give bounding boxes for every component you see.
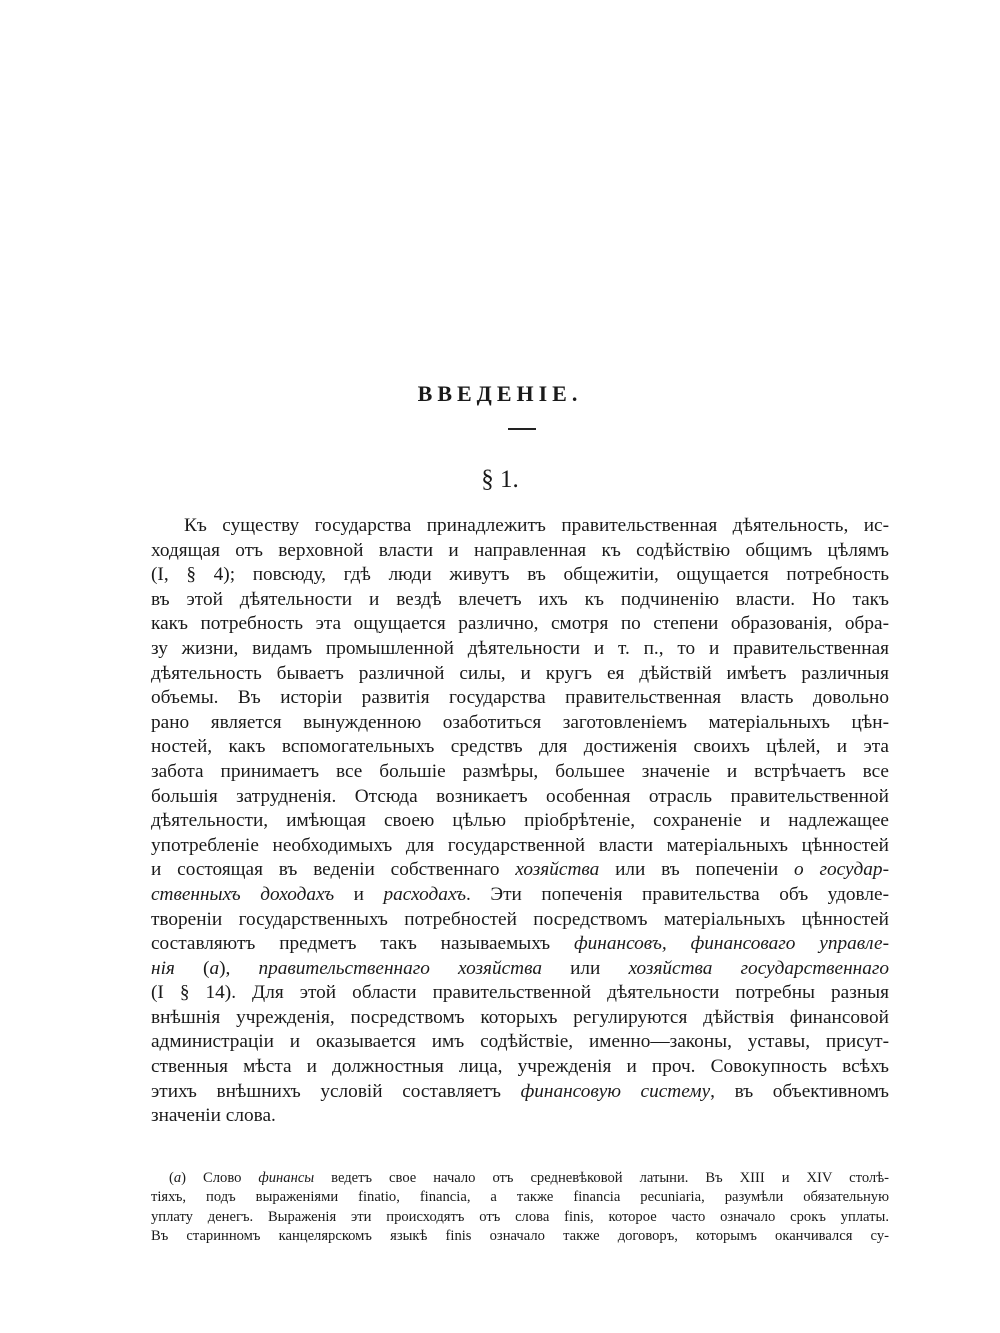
heading-rule (508, 428, 536, 430)
italic-term: о государ- (793, 859, 889, 881)
chapter-heading: ВВЕДЕНІЕ. (417, 381, 583, 406)
text-line: дѣятельности, имѣющая своею цѣлью пріобрѣтеніе, сохраненіе и надлежащее (151, 810, 889, 832)
text-line: нія (а), правительственнаго хозяйства или хозяйства государственнаго (151, 957, 889, 979)
text-line: ственныя мѣста и должностныя лица, учрежденія и проч. Совокупность всѣхъ (151, 1056, 889, 1078)
section-number: § 1. (481, 466, 519, 493)
italic-term: финансовую систему (520, 1080, 711, 1102)
text-line: въ этой дѣятельности и вездѣ влечетъ ихъ къ подчиненію власти. Но такъ (151, 588, 889, 610)
italic-term: а (173, 1170, 182, 1186)
text-line: рано является вынужденною озаботиться заготовленіемъ матеріальныхъ цѣн- (151, 711, 889, 733)
text-line: этихъ внѣшнихъ условій составляетъ финансовую систему, въ объективномъ (151, 1080, 889, 1102)
text-line: твореніи государственныхъ потребностей посредствомъ матеріальныхъ цѣнностей (151, 908, 889, 930)
italic-term: расходахъ (383, 883, 467, 905)
text-line: внѣшнія учрежденія, посредствомъ которыхъ регулируются дѣйствія финансовой (151, 1006, 889, 1028)
italic-term: правительственнаго хозяйства (258, 957, 542, 979)
text-line: значеніи слова. (151, 1105, 276, 1127)
footnote (151, 1169, 889, 1246)
text-line: употребленіе необходимыхъ для государственной власти матеріальныхъ цѣнностей (151, 834, 889, 856)
text-line: составляютъ предметъ такъ называемыхъ финансовъ, финансоваго управле- (151, 933, 889, 955)
italic-term: ственныхъ доходахъ (151, 883, 335, 905)
text-line: Къ существу государства принадлежитъ правительственная дѣятельность, ис- (184, 515, 889, 536)
italic-term: финансы (258, 1170, 315, 1186)
italic-term: хозяйства (515, 859, 600, 881)
text-line: и состоящая въ веденіи собственнаго хозяйства или въ попеченіи о государ- (151, 859, 889, 881)
text-line: большія затрудненія. Отсюда возникаетъ особенная отрасль правительственной (151, 785, 889, 807)
italic-term: нія (151, 957, 175, 979)
italic-term: а (209, 957, 220, 979)
text-line: (I § 14). Для этой области правительственной дѣятельности потребны разныя (151, 982, 889, 1004)
text-line: администраціи и оказывается имъ содѣйствіе, именно—законы, уставы, присут- (151, 1031, 889, 1053)
text-line: (I, § 4); повсюду, гдѣ люди живутъ въ общежитіи, ощущается потребность (151, 564, 889, 586)
footnote-line: тіяхъ, подъ выраженіями finatio, financia, а также financia pecuniaria, разумѣли обязательную (151, 1189, 889, 1206)
text-line: какъ потребность эта ощущается различно, смотря по степени образованія, обра- (151, 613, 889, 635)
text-line: забота принимаетъ все большіе размѣры, большее значеніе и встрѣчаетъ все (151, 760, 889, 782)
text-line: зу жизни, видамъ промышленной дѣятельности и т. п., то и правительственная (151, 637, 889, 659)
text-line: ственныхъ доходахъ и расходахъ. Эти попеченія правительства объ удовле- (151, 883, 889, 905)
footnote-line: (а) Слово финансы ведетъ свое начало отъ средневѣковой латыни. Въ XIII и XIV столѣ- (169, 1170, 889, 1186)
footnote-line: Въ старинномъ канцелярскомъ языкѣ finis означало также договоръ, которымъ оканчивался су- (151, 1227, 889, 1244)
text-line: ходящая отъ верховной власти и направленная къ содѣйствію общимъ цѣлямъ (151, 539, 889, 561)
main-paragraph (151, 514, 889, 1129)
footnote-line: уплату денегъ. Выраженія эти происходятъ отъ слова finis, которое часто означало срокъ уплаты. (151, 1208, 889, 1225)
text-line: дѣятельность бываетъ различной силы, и кругъ ея дѣйствій имѣетъ различныя (151, 662, 889, 684)
text-line: ностей, какъ вспомогательныхъ средствъ для достиженія своихъ цѣлей, и эта (151, 736, 889, 758)
italic-term: финансовъ, финансоваго управле- (573, 933, 889, 955)
italic-term: хозяйства государственнаго (628, 957, 889, 979)
text-line: объемы. Въ исторіи развитія государства правительственная власть довольно (151, 687, 889, 709)
